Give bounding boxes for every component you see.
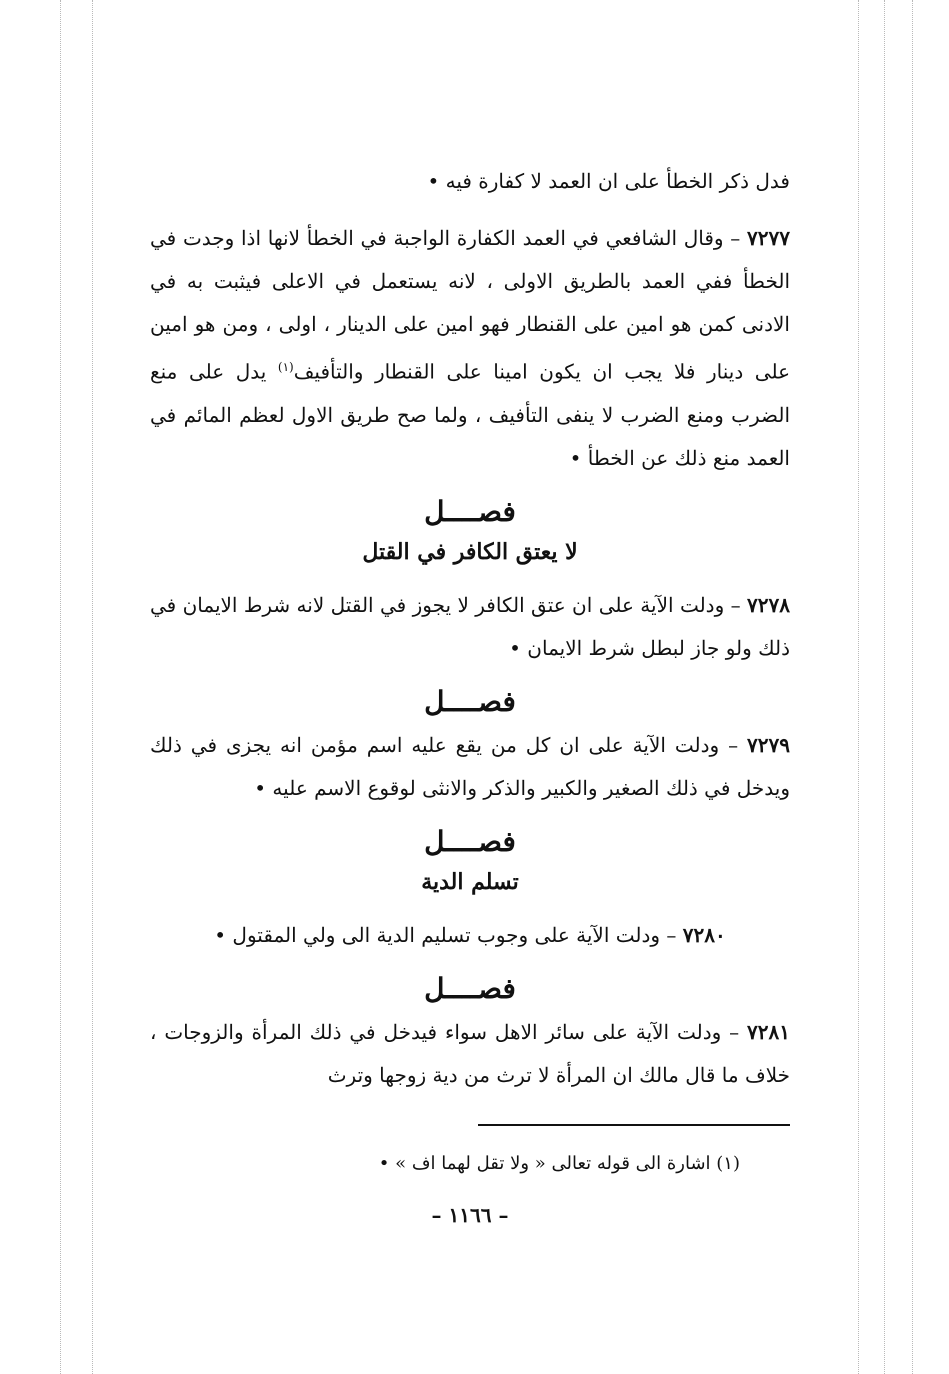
footnote-reference[interactable]: (١) [277,360,294,374]
paragraph-number-7277: ٧٢٧٧ [747,226,790,250]
scan-edge-left-1 [60,0,61,1374]
footnote: (١) اشارة الى قوله تعالى « ولا تقل لهما اف » • [378,1153,740,1174]
section-subheading-3: تسلم الدية [421,868,519,895]
paragraph-number-7279: ٧٢٧٩ [747,732,790,757]
scan-edge-right-1 [858,0,859,1374]
section-heading-fasl-3: فصــــل [424,824,516,858]
section-subheading-1: لا يعتق الكافر في القتل [362,538,578,565]
paragraph-intro-text: فدل ذكر الخطأ على ان العمد لا كفارة فيه • [427,169,790,193]
section-heading-fasl-4: فصــــل [424,971,516,1005]
paragraph-7279-text: – ودلت الآية على ان كل من يقع عليه اسم مؤمن انه يجزى في ذلك ويدخل في ذلك الصغير والكبير والذكر والانثى لوقوع الاسم عليه • [150,732,790,800]
section-heading-fasl-1: فصــــل [424,494,516,528]
paragraph-intro [150,160,790,203]
scan-edge-right-2 [884,0,885,1374]
paragraph-number-7280: ٧٢٨٠ [682,922,726,947]
paragraph-7279 [150,724,790,810]
paragraph-7277-text-continued: يدل على منع الضرب ومنع الضرب لا ينفى التأفيف ، ولما صح طريق الاول لعظم المائم في العمد منع ذلك عن الخطأ • [150,359,790,470]
section-heading-fasl-2: فصــــل [424,684,516,718]
scan-edge-left-2 [92,0,93,1374]
paragraph-number-7281: ٧٢٨١ [747,1019,791,1044]
paragraph-7281-text: – ودلت الآية على سائر الاهل سواء فيدخل في ذلك المرأة والزوجات ، خلاف ما قال مالك ان المرأة لا ترث من دية زوجها وترث [150,1019,790,1087]
paragraph-7281 [150,1011,790,1097]
footnote-divider [478,1124,790,1126]
paragraph-7278 [150,584,790,670]
paragraph-7280 [150,914,790,957]
scan-edge-right-3 [912,0,913,1374]
paragraph-7280-text: – ودلت الآية على وجوب تسليم الدية الى ولي المقتول • [214,922,677,947]
page-body [150,160,790,1107]
page-number: – ١١٦٦ – [431,1203,509,1227]
paragraph-7277 [150,217,790,480]
paragraph-number-7278: ٧٢٧٨ [747,592,790,617]
paragraph-7278-text: – ودلت الآية على ان عتق الكافر لا يجوز في القتل لانه شرط الايمان في ذلك ولو جاز لبطل شرط الايمان • [150,592,790,660]
paragraph-7277-text: – وقال الشافعي في العمد الكفارة الواجبة في الخطأ لانها اذا وجدت في الخطأ ففي العمد بالطريق الاولى ، لانه يستعمل في الاعلى فيثبت به في الادنى كمن هو امين على القنطار فهو امين على الدينار ، اولى ، ومن هو امين على دينار فلا يجب ان يكون امينا على القنطار والتأفيف [150,226,791,384]
